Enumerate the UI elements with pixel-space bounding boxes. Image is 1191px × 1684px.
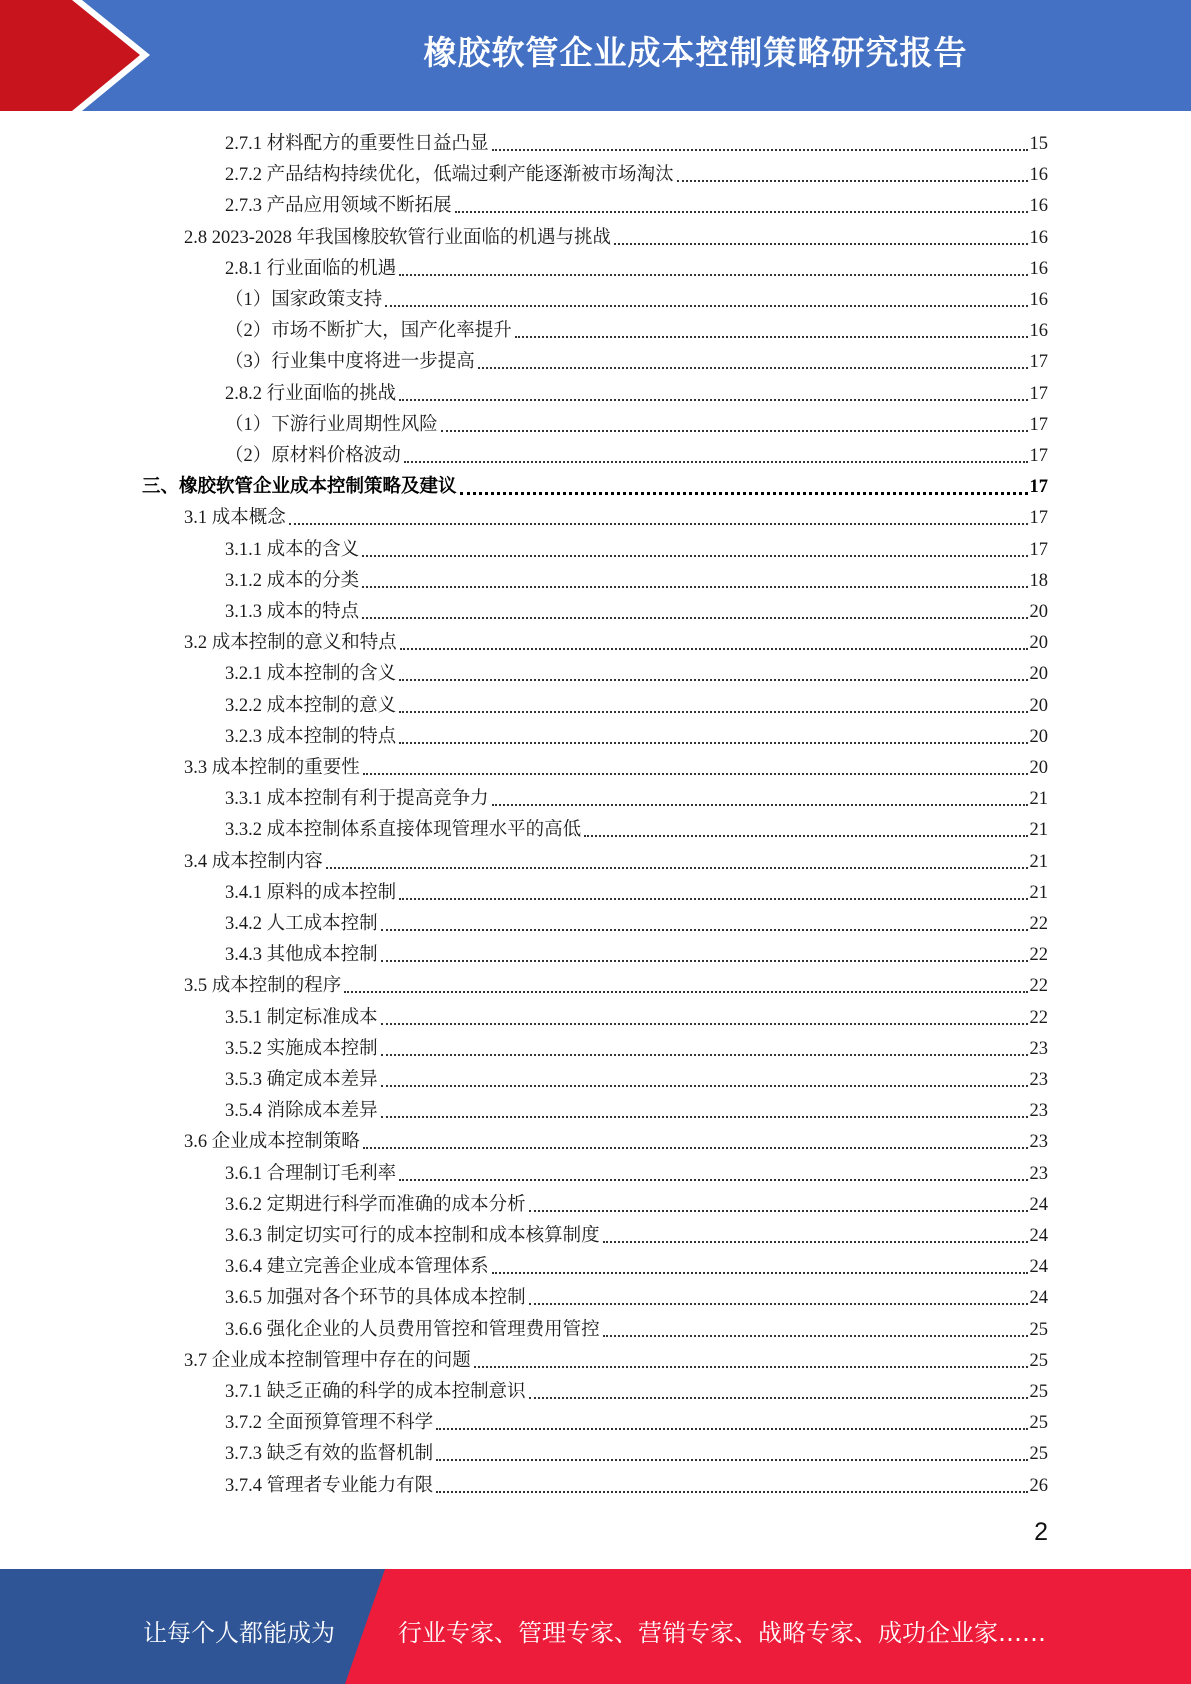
toc-entry-title: 3.2 成本控制的意义和特点 — [184, 633, 397, 654]
toc-dot-leader — [399, 711, 1027, 713]
page-number: 2 — [1034, 1518, 1048, 1546]
toc-entry-title: 3.3.1 成本控制有利于提高竞争力 — [225, 789, 489, 810]
toc-dot-leader — [436, 1491, 1027, 1493]
toc-entry-title: 2.8.1 行业面临的机遇 — [225, 258, 397, 279]
toc-entry-page: 17 — [1029, 446, 1048, 466]
toc-entry-page: 24 — [1029, 1288, 1048, 1309]
toc-dot-leader — [363, 773, 1028, 775]
toc-dot-leader — [614, 243, 1027, 245]
toc-entry-title: 3.5.3 确定成本差异 — [225, 1070, 378, 1090]
chevron-decoration-icon — [0, 0, 140, 111]
toc-dot-leader — [399, 679, 1027, 681]
toc-entry-title: 3.5.2 实施成本控制 — [225, 1038, 378, 1059]
toc-entry[interactable] — [184, 1344, 1048, 1375]
toc-entry-title: 3.6.6 强化企业的人员费用管控和管理费用管控 — [225, 1319, 600, 1340]
toc-entry-page: 21 — [1029, 789, 1048, 810]
toc-dot-leader — [529, 1210, 1028, 1212]
toc-entry[interactable] — [184, 626, 1048, 657]
toc-entry-title: 3.6 企业成本控制策略 — [184, 1132, 360, 1153]
toc-entry-title: 2.8.2 行业面临的挑战 — [225, 383, 397, 404]
toc-entry-title: 3.4.1 原料的成本控制 — [225, 882, 397, 903]
toc-dot-leader — [677, 180, 1028, 182]
toc-entry[interactable] — [225, 1188, 1048, 1219]
toc-entry[interactable] — [225, 813, 1048, 844]
toc-entry[interactable] — [225, 1281, 1048, 1312]
toc-entry[interactable] — [225, 408, 1048, 439]
toc-entry-page: 21 — [1029, 851, 1048, 872]
toc-entry-title: 3.4.2 人工成本控制 — [225, 914, 378, 934]
toc-dot-leader — [399, 274, 1027, 276]
toc-dot-leader — [404, 461, 1028, 463]
toc-entry[interactable] — [225, 1250, 1048, 1281]
footer-banner — [0, 1569, 1191, 1684]
toc-entry[interactable] — [225, 439, 1048, 470]
toc-entry-title: （2）原材料价格波动 — [225, 446, 401, 466]
toc-entry-title: 3.4 成本控制内容 — [184, 851, 323, 872]
toc-entry-title: 3.3 成本控制的重要性 — [184, 758, 360, 778]
toc-dot-leader — [381, 1054, 1028, 1056]
toc-entry-page: 20 — [1029, 633, 1048, 654]
toc-dot-leader — [603, 1241, 1028, 1243]
toc-entry-title: 3.2.1 成本控制的含义 — [225, 664, 397, 685]
toc-dot-leader — [455, 211, 1028, 213]
toc-entry-page: 21 — [1029, 820, 1048, 841]
toc-dot-leader — [584, 835, 1027, 837]
toc-entry-page: 17 — [1029, 539, 1048, 560]
toc-dot-leader — [400, 648, 1028, 650]
toc-entry-page: 16 — [1029, 290, 1048, 310]
toc-entry[interactable] — [225, 1219, 1048, 1250]
toc-entry[interactable] — [225, 283, 1048, 314]
toc-entry-page: 16 — [1029, 165, 1048, 186]
toc-entry-title: 3.1.2 成本的分类 — [225, 570, 360, 591]
toc-entry-title: 3.7.4 管理者专业能力有限 — [225, 1475, 434, 1496]
toc-entry-page: 24 — [1029, 1257, 1048, 1278]
toc-entry-title: 3.5 成本控制的程序 — [184, 976, 342, 997]
toc-entry[interactable] — [225, 314, 1048, 345]
toc-entry[interactable] — [225, 533, 1048, 564]
toc-entry-page: 21 — [1029, 882, 1048, 903]
toc-dot-leader — [460, 492, 1028, 495]
toc-entry[interactable] — [184, 501, 1048, 532]
toc-entry[interactable] — [142, 470, 1048, 501]
toc-entry-title: （3）行业集中度将进一步提高 — [225, 352, 475, 373]
toc-entry-page: 17 — [1029, 352, 1048, 373]
toc-entry-page: 25 — [1029, 1319, 1048, 1340]
toc-entry-page: 24 — [1029, 1226, 1048, 1246]
toc-entry-title: 3.6.3 制定切实可行的成本控制和成本核算制度 — [225, 1226, 600, 1246]
toc-entry-page: 15 — [1029, 134, 1048, 154]
toc-entry-title: （2）市场不断扩大，国产化率提升 — [225, 321, 512, 342]
toc-entry[interactable] — [225, 1157, 1048, 1188]
toc-entry-page: 20 — [1029, 602, 1048, 622]
toc-entry-page: 23 — [1029, 1038, 1048, 1059]
toc-entry[interactable] — [225, 595, 1048, 626]
toc-entry[interactable] — [225, 876, 1048, 907]
toc-entry[interactable] — [225, 252, 1048, 283]
toc-dot-leader — [362, 555, 1027, 557]
toc-entry-page: 22 — [1029, 1007, 1048, 1028]
toc-entry-page: 20 — [1029, 695, 1048, 716]
toc-dot-leader — [529, 1397, 1028, 1399]
toc-dot-leader — [385, 305, 1027, 307]
toc-entry-page: 17 — [1029, 414, 1048, 435]
toc-dot-leader — [515, 336, 1028, 338]
toc-entry-page: 22 — [1029, 914, 1048, 934]
toc-dot-leader — [474, 1366, 1028, 1368]
toc-entry[interactable] — [225, 189, 1048, 220]
toc-entry[interactable] — [225, 345, 1048, 376]
toc-dot-leader — [362, 617, 1027, 619]
header-banner — [0, 0, 1191, 111]
toc-entry[interactable] — [225, 1094, 1048, 1125]
toc-entry[interactable] — [225, 377, 1048, 408]
toc-entry-title: 3.6.5 加强对各个环节的具体成本控制 — [225, 1288, 526, 1309]
toc-entry-page: 16 — [1029, 258, 1048, 279]
toc-entry[interactable] — [225, 564, 1048, 595]
toc-entry-title: 3.7 企业成本控制管理中存在的问题 — [184, 1350, 471, 1371]
toc-dot-leader — [381, 1023, 1028, 1025]
toc-dot-leader — [362, 586, 1027, 588]
toc-entry-page: 23 — [1029, 1163, 1048, 1184]
toc-dot-leader — [436, 1428, 1027, 1430]
toc-entry[interactable] — [225, 689, 1048, 720]
toc-entry-page: 26 — [1029, 1475, 1048, 1496]
toc-dot-leader — [326, 867, 1028, 869]
toc-entry[interactable] — [184, 1125, 1048, 1156]
toc-entry-page: 18 — [1029, 570, 1048, 591]
toc-dot-leader — [381, 1085, 1028, 1087]
toc-entry-title: 2.8 2023-2028 年我国橡胶软管行业面临的机遇与挑战 — [184, 227, 612, 248]
toc-dot-leader — [399, 1179, 1027, 1181]
toc-entry-page: 17 — [1029, 508, 1048, 529]
toc-dot-leader — [492, 1272, 1028, 1274]
toc-entry-page: 25 — [1029, 1444, 1048, 1465]
toc-entry[interactable] — [225, 1313, 1048, 1344]
toc-entry[interactable] — [225, 1406, 1048, 1437]
toc-entry-title: 3.4.3 其他成本控制 — [225, 945, 378, 966]
toc-entry[interactable] — [184, 751, 1048, 782]
toc-entry-page: 25 — [1029, 1413, 1048, 1434]
toc-entry[interactable] — [184, 969, 1048, 1000]
toc-entry-page: 16 — [1029, 321, 1048, 342]
toc-entry-title: 三、橡胶软管企业成本控制策略及建议 — [142, 477, 457, 498]
toc-entry[interactable] — [225, 1032, 1048, 1063]
toc-entry[interactable] — [225, 1375, 1048, 1406]
toc-entry-page: 17 — [1029, 477, 1048, 498]
toc-dot-leader — [381, 1116, 1028, 1118]
toc-entry-title: （1）下游行业周期性风险 — [225, 414, 438, 435]
footer-slogan-right: 行业专家、管理专家、营销专家、战略专家、成功企业家…… — [398, 1619, 1046, 1647]
toc-entry-page: 16 — [1029, 227, 1048, 248]
toc-dot-leader — [478, 367, 1028, 369]
toc-entry-title: 2.7.3 产品应用领域不断拓展 — [225, 196, 452, 217]
toc-dot-leader — [289, 523, 1028, 525]
toc-dot-leader — [436, 1459, 1027, 1461]
toc-entry-page: 17 — [1029, 383, 1048, 404]
toc-entry-title: 3.6.4 建立完善企业成本管理体系 — [225, 1257, 489, 1278]
toc-entry-title: 2.7.2 产品结构持续优化，低端过剩产能逐渐被市场淘汰 — [225, 165, 674, 186]
toc-entry-title: 3.1.1 成本的含义 — [225, 539, 360, 560]
toc-entry-page: 22 — [1029, 945, 1048, 966]
toc-entry-page: 23 — [1029, 1070, 1048, 1090]
toc-entry[interactable] — [225, 1063, 1048, 1094]
footer-slogan-left: 让每个人都能成为 — [143, 1619, 335, 1647]
toc-entry-title: 3.7.1 缺乏正确的科学的成本控制意识 — [225, 1382, 526, 1402]
toc-entry-page: 25 — [1029, 1350, 1048, 1371]
toc-dot-leader — [344, 991, 1027, 993]
toc-entry-title: 3.6.1 合理制订毛利率 — [225, 1163, 397, 1184]
toc-entry-title: 3.1 成本概念 — [184, 508, 286, 529]
toc-entry-page: 22 — [1029, 976, 1048, 997]
toc-entry-page: 20 — [1029, 758, 1048, 778]
toc-dot-leader — [492, 804, 1028, 806]
toc-dot-leader — [399, 898, 1027, 900]
toc-entry[interactable] — [225, 1437, 1048, 1468]
toc-entry[interactable] — [225, 1469, 1048, 1500]
toc-entry[interactable] — [225, 158, 1048, 189]
toc-entry[interactable] — [225, 938, 1048, 969]
toc-entry-title: 3.2.2 成本控制的意义 — [225, 695, 397, 716]
toc-entry-title: 3.7.3 缺乏有效的监督机制 — [225, 1444, 434, 1465]
toc-entry-page: 25 — [1029, 1382, 1048, 1402]
toc-dot-leader — [399, 399, 1027, 401]
toc-dot-leader — [529, 1303, 1028, 1305]
toc-entry-title: 3.1.3 成本的特点 — [225, 602, 360, 622]
toc-dot-leader — [492, 149, 1028, 151]
toc-entry-title: 3.6.2 定期进行科学而准确的成本分析 — [225, 1194, 526, 1215]
toc-entry[interactable] — [225, 1001, 1048, 1032]
toc-dot-leader — [381, 960, 1028, 962]
toc-entry-page: 23 — [1029, 1101, 1048, 1122]
toc-entry[interactable] — [184, 845, 1048, 876]
toc-entry-page: 20 — [1029, 664, 1048, 685]
toc-dot-leader — [441, 430, 1028, 432]
toc-entry-title: 3.2.3 成本控制的特点 — [225, 726, 397, 747]
toc-dot-leader — [363, 1147, 1028, 1149]
toc-entry-title: 3.5.1 制定标准成本 — [225, 1007, 378, 1028]
toc-dot-leader — [399, 742, 1027, 744]
toc-entry[interactable] — [225, 720, 1048, 751]
toc-entry-page: 24 — [1029, 1194, 1048, 1215]
toc-entry-title: 3.3.2 成本控制体系直接体现管理水平的高低 — [225, 820, 582, 841]
toc-entry[interactable] — [225, 907, 1048, 938]
toc-entry-title: 2.7.1 材料配方的重要性日益凸显 — [225, 134, 489, 154]
toc-dot-leader — [381, 929, 1028, 931]
toc-entry[interactable] — [225, 782, 1048, 813]
toc-dot-leader — [603, 1335, 1028, 1337]
toc-entry[interactable] — [184, 221, 1048, 252]
toc-entry-page: 16 — [1029, 196, 1048, 217]
toc-entry-title: （1）国家政策支持 — [225, 290, 383, 310]
toc-entry-title: 3.5.4 消除成本差异 — [225, 1101, 378, 1122]
toc-entry[interactable] — [225, 657, 1048, 688]
report-title: 橡胶软管企业成本控制策略研究报告 — [423, 33, 968, 72]
toc-entry-page: 20 — [1029, 726, 1048, 747]
toc-entry-title: 3.7.2 全面预算管理不科学 — [225, 1413, 434, 1434]
toc-entry-page: 23 — [1029, 1132, 1048, 1153]
toc-entry[interactable] — [225, 127, 1048, 158]
